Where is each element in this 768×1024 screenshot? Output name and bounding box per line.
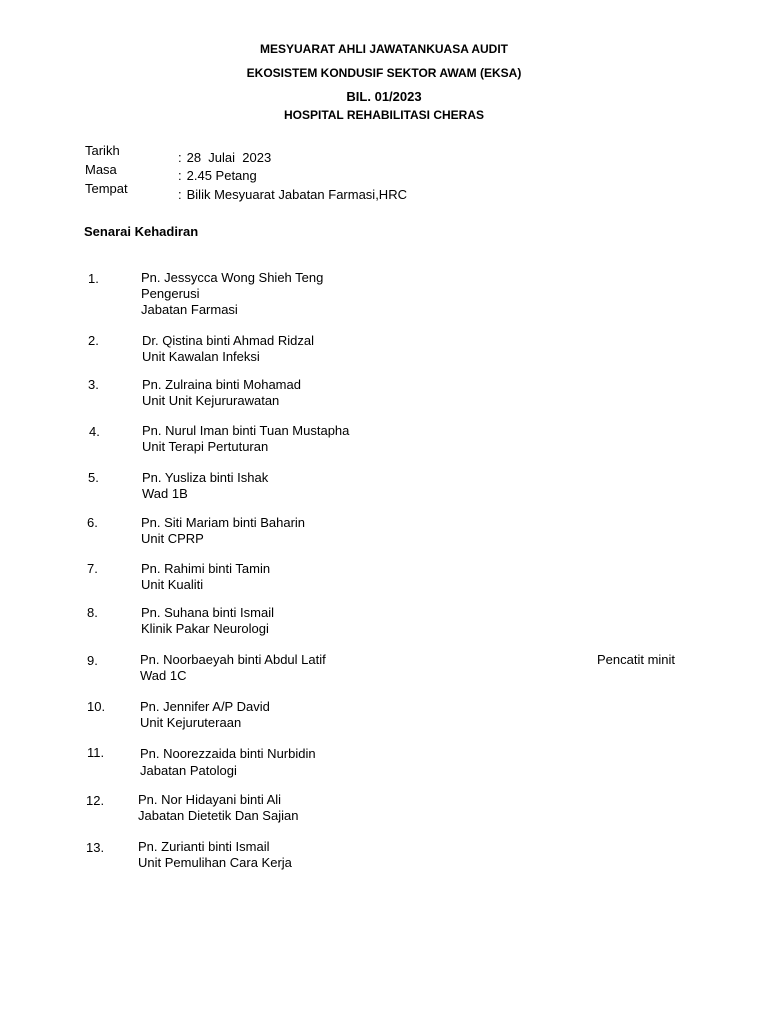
tempat-value: Bilik Mesyuarat Jabatan Farmasi,HRC bbox=[186, 187, 407, 202]
item-name: Pn. Zulraina binti Mohamad bbox=[142, 377, 301, 392]
item-name: Pn. Jessycca Wong Shieh Teng bbox=[141, 270, 324, 285]
item-name: Pn. Noorbaeyah binti Abdul Latif bbox=[140, 652, 326, 667]
item-details bbox=[140, 745, 316, 779]
item-unit: Unit Terapi Pertuturan bbox=[142, 439, 269, 454]
item-number: 1. bbox=[88, 271, 99, 286]
tarikh-label: Tarikh bbox=[85, 143, 120, 158]
item-unit: Jabatan Patologi bbox=[140, 763, 237, 778]
item-unit: Unit Kualiti bbox=[141, 577, 204, 592]
masa-label: Masa bbox=[85, 162, 117, 177]
header-title: MESYUARAT AHLI JAWATANKUASA AUDIT bbox=[260, 42, 508, 56]
item-details bbox=[138, 792, 298, 824]
item-details bbox=[142, 423, 349, 455]
item-unit: Unit Kejuruteraan bbox=[140, 715, 242, 730]
masa-value: 2.45 Petang bbox=[186, 168, 257, 183]
masa-row bbox=[178, 168, 257, 183]
item-details bbox=[142, 377, 301, 409]
minute-taker-note: Pencatit minit bbox=[597, 652, 676, 667]
item-details bbox=[141, 270, 323, 318]
item-details bbox=[140, 652, 326, 684]
tempat-row bbox=[178, 187, 407, 202]
item-name: Pn. Nor Hidayani binti Ali bbox=[138, 792, 282, 807]
item-name: Pn. Noorezzaida binti Nurbidin bbox=[140, 746, 316, 761]
item-unit: Unit Pemulihan Cara Kerja bbox=[138, 855, 292, 870]
item-name: Pn. Yusliza binti Ishak bbox=[142, 470, 269, 485]
item-name: Pn. Suhana binti Ismail bbox=[141, 605, 274, 620]
header-hospital: HOSPITAL REHABILITASI CHERAS bbox=[283, 108, 484, 122]
item-number: 8. bbox=[87, 605, 98, 620]
tarikh-value: 28 Julai 2023 bbox=[186, 150, 272, 165]
item-details bbox=[138, 839, 292, 871]
item-number: 11. bbox=[87, 745, 105, 760]
item-details bbox=[142, 470, 268, 502]
item-number: 12. bbox=[86, 793, 105, 808]
item-role: Pengerusi bbox=[141, 286, 200, 301]
item-details bbox=[141, 561, 270, 593]
item-number: 7. bbox=[87, 561, 98, 576]
item-number: 5. bbox=[88, 470, 99, 485]
tempat-colon: : bbox=[178, 187, 182, 202]
tarikh-colon: : bbox=[178, 150, 182, 165]
tempat-label: Tempat bbox=[85, 181, 128, 196]
item-number: 4. bbox=[89, 424, 100, 439]
item-number: 6. bbox=[87, 515, 98, 530]
item-number: 3. bbox=[88, 377, 99, 392]
item-unit: Jabatan Farmasi bbox=[141, 302, 238, 317]
item-number: 10. bbox=[87, 699, 106, 714]
item-number: 2. bbox=[88, 333, 99, 348]
item-details bbox=[141, 605, 274, 637]
item-name: Pn. Nurul Iman binti Tuan Mustapha bbox=[142, 423, 350, 438]
header-meeting-number: BIL. 01/2023 bbox=[346, 89, 422, 104]
item-name: Pn. Rahimi binti Tamin bbox=[141, 561, 271, 576]
item-unit: Jabatan Dietetik Dan Sajian bbox=[138, 808, 299, 823]
masa-colon: : bbox=[178, 168, 182, 183]
item-name: Dr. Qistina binti Ahmad Ridzal bbox=[142, 333, 314, 348]
attendance-title: Senarai Kehadiran bbox=[84, 224, 199, 239]
tarikh-row bbox=[178, 150, 271, 165]
item-unit: Wad 1B bbox=[142, 486, 188, 501]
item-name: Pn. Zurianti binti Ismail bbox=[138, 839, 270, 854]
header-subtitle: EKOSISTEM KONDUSIF SEKTOR AWAM (EKSA) bbox=[246, 66, 522, 80]
item-unit: Unit CPRP bbox=[141, 531, 204, 546]
item-name: Pn. Jennifer A/P David bbox=[140, 699, 270, 714]
item-details bbox=[142, 333, 314, 365]
item-unit: Wad 1C bbox=[140, 668, 187, 683]
item-details bbox=[141, 515, 305, 547]
item-name: Pn. Siti Mariam binti Baharin bbox=[141, 515, 306, 530]
item-number: 13. bbox=[86, 840, 105, 855]
item-unit: Unit Unit Kejururawatan bbox=[142, 393, 280, 408]
item-details bbox=[140, 699, 270, 731]
item-number: 9. bbox=[87, 653, 98, 668]
item-unit: Klinik Pakar Neurologi bbox=[141, 621, 269, 636]
item-unit: Unit Kawalan Infeksi bbox=[142, 349, 260, 364]
